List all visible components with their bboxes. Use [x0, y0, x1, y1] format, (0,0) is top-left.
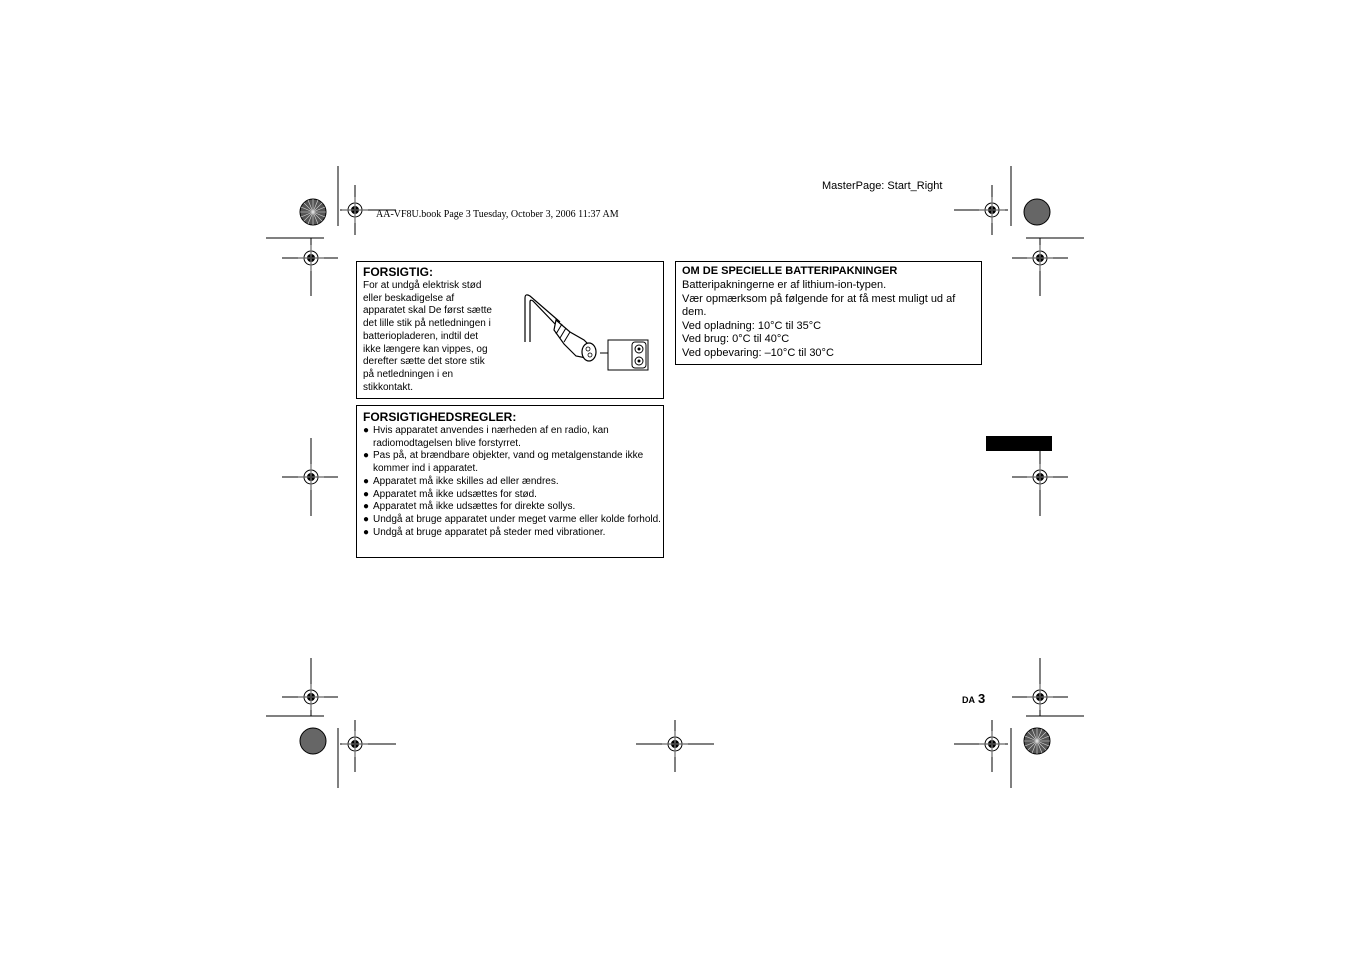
forsigtighedsregler-box	[356, 405, 664, 558]
list-item	[363, 425, 661, 450]
forsigtig-line: ikke længere kan vippes, og	[363, 343, 488, 355]
book-info: AA-VF8U.book Page 3 Tuesday, October 3, 2006 11:37 AM	[376, 209, 619, 220]
list-item-text: Apparatet må ikke skilles ad eller ændres.	[373, 475, 559, 487]
list-item-text: Undgå at bruge apparatet på steder med vibrationer.	[373, 526, 606, 538]
bullet-icon: ●	[363, 425, 370, 436]
page-footer	[962, 690, 985, 708]
power-cord-illustration	[522, 292, 652, 374]
forsigtig-line: apparatet skal De først sætte	[363, 305, 492, 317]
list-item	[363, 527, 661, 540]
forsigtig-line: det lille stik på netledningen i	[363, 318, 491, 330]
batteri-line: Ved opbevaring: –10°C til 30°C	[682, 346, 834, 359]
list-item-text: Pas på, at brændbare objekter, vand og metalgenstande ikke kommer ind i apparatet.	[373, 450, 644, 475]
list-item	[363, 476, 661, 489]
batteri-line: Ved opladning: 10°C til 35°C	[682, 319, 822, 332]
forsigtig-line: på netledningen i en	[363, 368, 454, 380]
forsigtig-title: FORSIGTIG:	[363, 265, 433, 279]
forsigtighedsregler-title: FORSIGTIGHEDSREGLER:	[363, 410, 517, 424]
bullet-icon: ●	[363, 501, 370, 513]
bullet-icon: ●	[363, 488, 370, 500]
batteri-line: Vær opmærksom på følgende for at få mest muligt ud af dem.	[682, 292, 956, 319]
forsigtig-text	[363, 280, 511, 394]
batteri-text	[682, 279, 978, 361]
language-code: DA	[962, 695, 975, 705]
batteri-line: Batteripakningerne er af lithium-ion-typen.	[682, 279, 887, 291]
bullet-icon: ●	[363, 450, 370, 462]
list-item	[363, 501, 661, 514]
forsigtig-line: eller beskadigelse af	[363, 292, 455, 304]
batteri-line: Ved brug: 0°C til 40°C	[682, 333, 790, 346]
forsigtig-box	[356, 261, 664, 399]
bullet-icon: ●	[363, 526, 370, 538]
forsigtig-line: derefter sætte det store stik	[363, 356, 485, 368]
list-item	[363, 450, 661, 475]
list-item-text: Hvis apparatet anvendes i nærheden af en radio, kan radiomodtagelsen blive forstyrret.	[373, 425, 609, 449]
forsigtighedsregler-list	[363, 425, 661, 539]
list-item-text: Undgå at bruge apparatet under meget varme eller kolde forhold.	[373, 513, 661, 525]
list-item	[363, 514, 661, 527]
masterpage-label: MasterPage: Start_Right	[822, 180, 943, 192]
list-item-text: Apparatet må ikke udsættes for stød.	[373, 488, 537, 500]
section-tab	[986, 436, 1052, 451]
batteri-title: OM DE SPECIELLE BATTERIPAKNINGER	[682, 265, 898, 277]
list-item-text: Apparatet må ikke udsættes for direkte sollys.	[373, 501, 576, 513]
forsigtig-line: batteriopladeren, indtil det	[363, 330, 479, 342]
page-number: 3	[978, 691, 986, 706]
list-item	[363, 489, 661, 502]
bullet-icon: ●	[363, 475, 370, 487]
bullet-icon: ●	[363, 513, 370, 525]
batteri-box	[675, 261, 982, 365]
forsigtig-line: stikkontakt.	[363, 381, 414, 393]
forsigtig-line: For at undgå elektrisk stød	[363, 280, 482, 291]
